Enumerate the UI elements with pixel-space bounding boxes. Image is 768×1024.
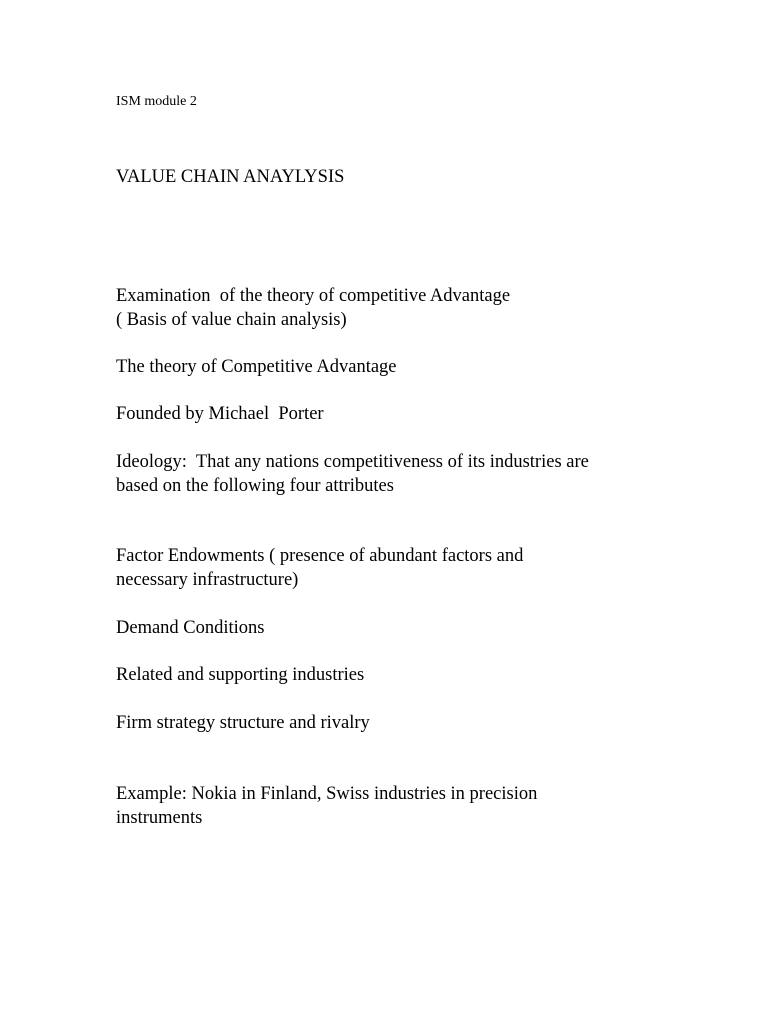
text-line: Related and supporting industries (116, 665, 365, 685)
text-line: Factor Endowments ( presence of abundant factors and (116, 546, 524, 566)
text-line: Demand Conditions (116, 618, 265, 638)
text-line: based on the following four attributes (116, 476, 394, 496)
text-line: The theory of Competitive Advantage (116, 357, 397, 377)
text-line: necessary infrastructure) (116, 570, 299, 590)
text-line: Ideology: That any nations competitiveness of its industries are (116, 452, 589, 472)
text-line: ( Basis of value chain analysis) (116, 310, 347, 330)
text-line: instruments (116, 808, 203, 828)
text-line: Examination of the theory of competitive Advantage (116, 286, 511, 306)
module-label: ISM module 2 (116, 94, 197, 109)
text-line: Firm strategy structure and rivalry (116, 713, 370, 733)
document-title: VALUE CHAIN ANAYLYSIS (116, 167, 345, 187)
text-line: Founded by Michael Porter (116, 404, 324, 424)
text-line: Example: Nokia in Finland, Swiss industries in precision (116, 784, 538, 804)
